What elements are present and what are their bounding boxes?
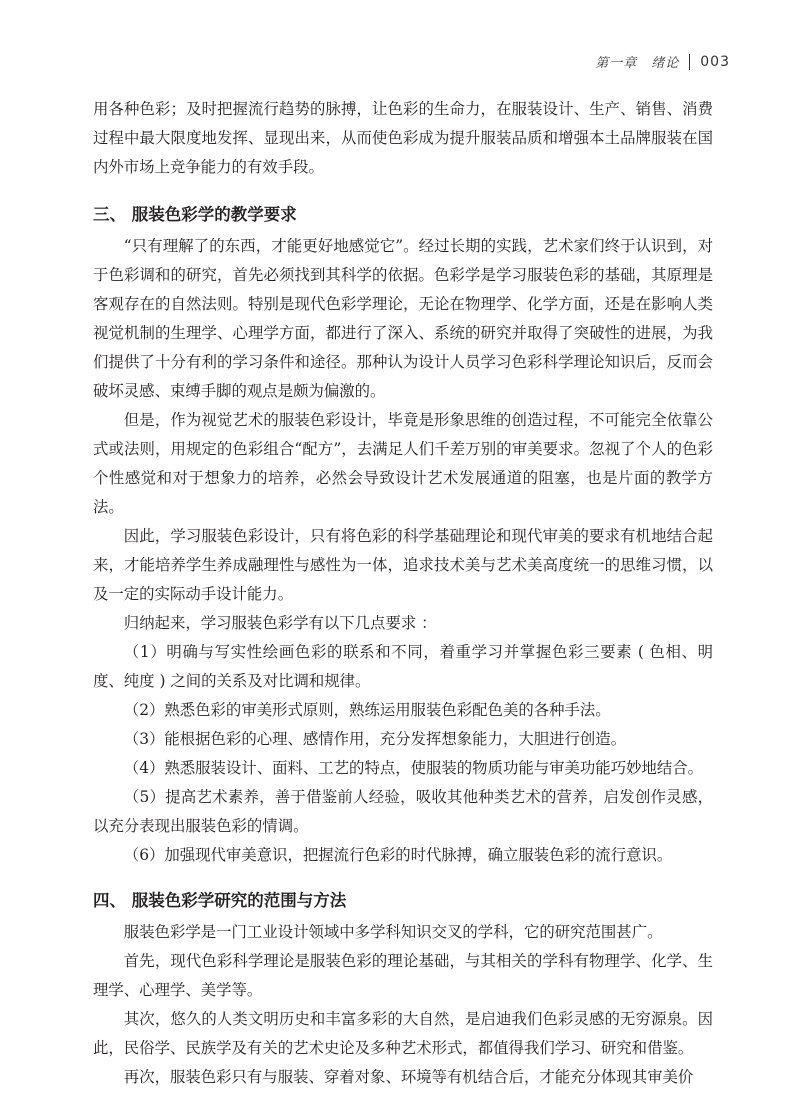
- chapter-title: 第一章 绪论: [595, 56, 680, 71]
- paragraph: 首先，现代色彩科学理论是服装色彩的理论基础，与其相关的学科有物理学、化学、生理学、心理学、美学等。: [93, 952, 713, 999]
- paragraph: 服装色彩学是一门工业设计领域中多学科知识交叉的学科，它的研究范围甚广。: [123, 923, 663, 941]
- section-heading: 三、 服装色彩学的教学要求: [93, 205, 297, 224]
- intro-block: [93, 95, 713, 182]
- paragraph: “只有理解了的东西，才能更好地感觉它”。经过长期的实践，艺术家们终于认识到，对于色彩调和的研究，首先必须找到其科学的依据。色彩学是学习服装色彩的基础，其原理是客观存在的自然法则。特别是现代色彩学理论，无论在物理学、化学方面，还是在影响人类视觉机制的生理学、心理学方面，都进行了深入、系统的研究并取得了突破性的进展，为我们提供了十分有利的学习条件和途径。那种认为设计人员学习色彩科学理论知识后，反而会破坏灵感、束缚手脚的观点是颇为偏激的。: [93, 237, 713, 400]
- running-head: [595, 52, 730, 71]
- section-scope-and-methods: [93, 886, 713, 1092]
- requirement-item: （1）明确与写实性绘画色彩的联系和不同，着重学习并掌握色彩三要素 ( 色相、明度、纯度 ) 之间的关系及对比调和规律。: [93, 643, 713, 690]
- paragraph: 其次，悠久的人类文明历史和丰富多彩的大自然，是启迪我们色彩灵感的无穷源泉。因此，民俗学、民族学及有关的艺术史论及多种艺术形式，都值得我们学习、研究和借鉴。: [93, 1010, 713, 1057]
- paragraph: 再次，服装色彩只有与服装、穿着对象、环境等有机结合后，才能充分体现其审美价: [123, 1068, 694, 1086]
- section-heading: 四、 服装色彩学研究的范围与方法: [93, 891, 347, 910]
- requirement-item: （6）加强现代审美意识，把握流行色彩的时代脉搏，确立服装色彩的流行意识。: [123, 846, 673, 864]
- paragraph: 因此，学习服装色彩设计，只有将色彩的科学基础理论和现代审美的要求有机地结合起来，才能培养学生养成融理性与感性为一体，追求技术美与艺术美高度统一的思维习惯，以及一定的实际动手设计能力。: [93, 527, 713, 603]
- requirement-item: （4）熟悉服装设计、面料、工艺的特点，使服装的物质功能与审美功能巧妙地结合。: [123, 759, 704, 777]
- paragraph: 但是，作为视觉艺术的服装色彩设计，毕竟是形象思维的创造过程，不可能完全依靠公式或法则，用规定的色彩组合“配方”，去满足人们千差万别的审美要求。忽视了个人的色彩个性感觉和对于想象力的培养，必然会导致设计艺术发展通道的阻塞，也是片面的教学方法。: [93, 411, 713, 516]
- requirement-item: （5）提高艺术素养，善于借鉴前人经验，吸收其他种类艺术的营养，启发创作灵感，以充分表现出服装色彩的情调。: [93, 788, 713, 835]
- header-divider: [689, 54, 690, 70]
- page-body: [93, 95, 713, 1092]
- paragraph: 归纳起来，学习服装色彩学有以下几点要求 ：: [123, 614, 437, 632]
- page-number: 003: [700, 53, 730, 70]
- requirement-item: （2）熟悉色彩的审美形式原则，熟练运用服装色彩配色美的各种手法。: [123, 701, 611, 719]
- section-teaching-requirements: [93, 200, 713, 870]
- intro-paragraph: 用各种色彩；及时把握流行趋势的脉搏，让色彩的生命力，在服装设计、生产、销售、消费过程中最大限度地发挥、显现出来，从而使色彩成为提升服装品质和增强本土品牌服装在国内外市场上竞争能力的有效手段。: [93, 100, 713, 176]
- requirement-item: （3）能根据色彩的心理、感情作用，充分发挥想象能力，大胆进行创造。: [123, 730, 627, 748]
